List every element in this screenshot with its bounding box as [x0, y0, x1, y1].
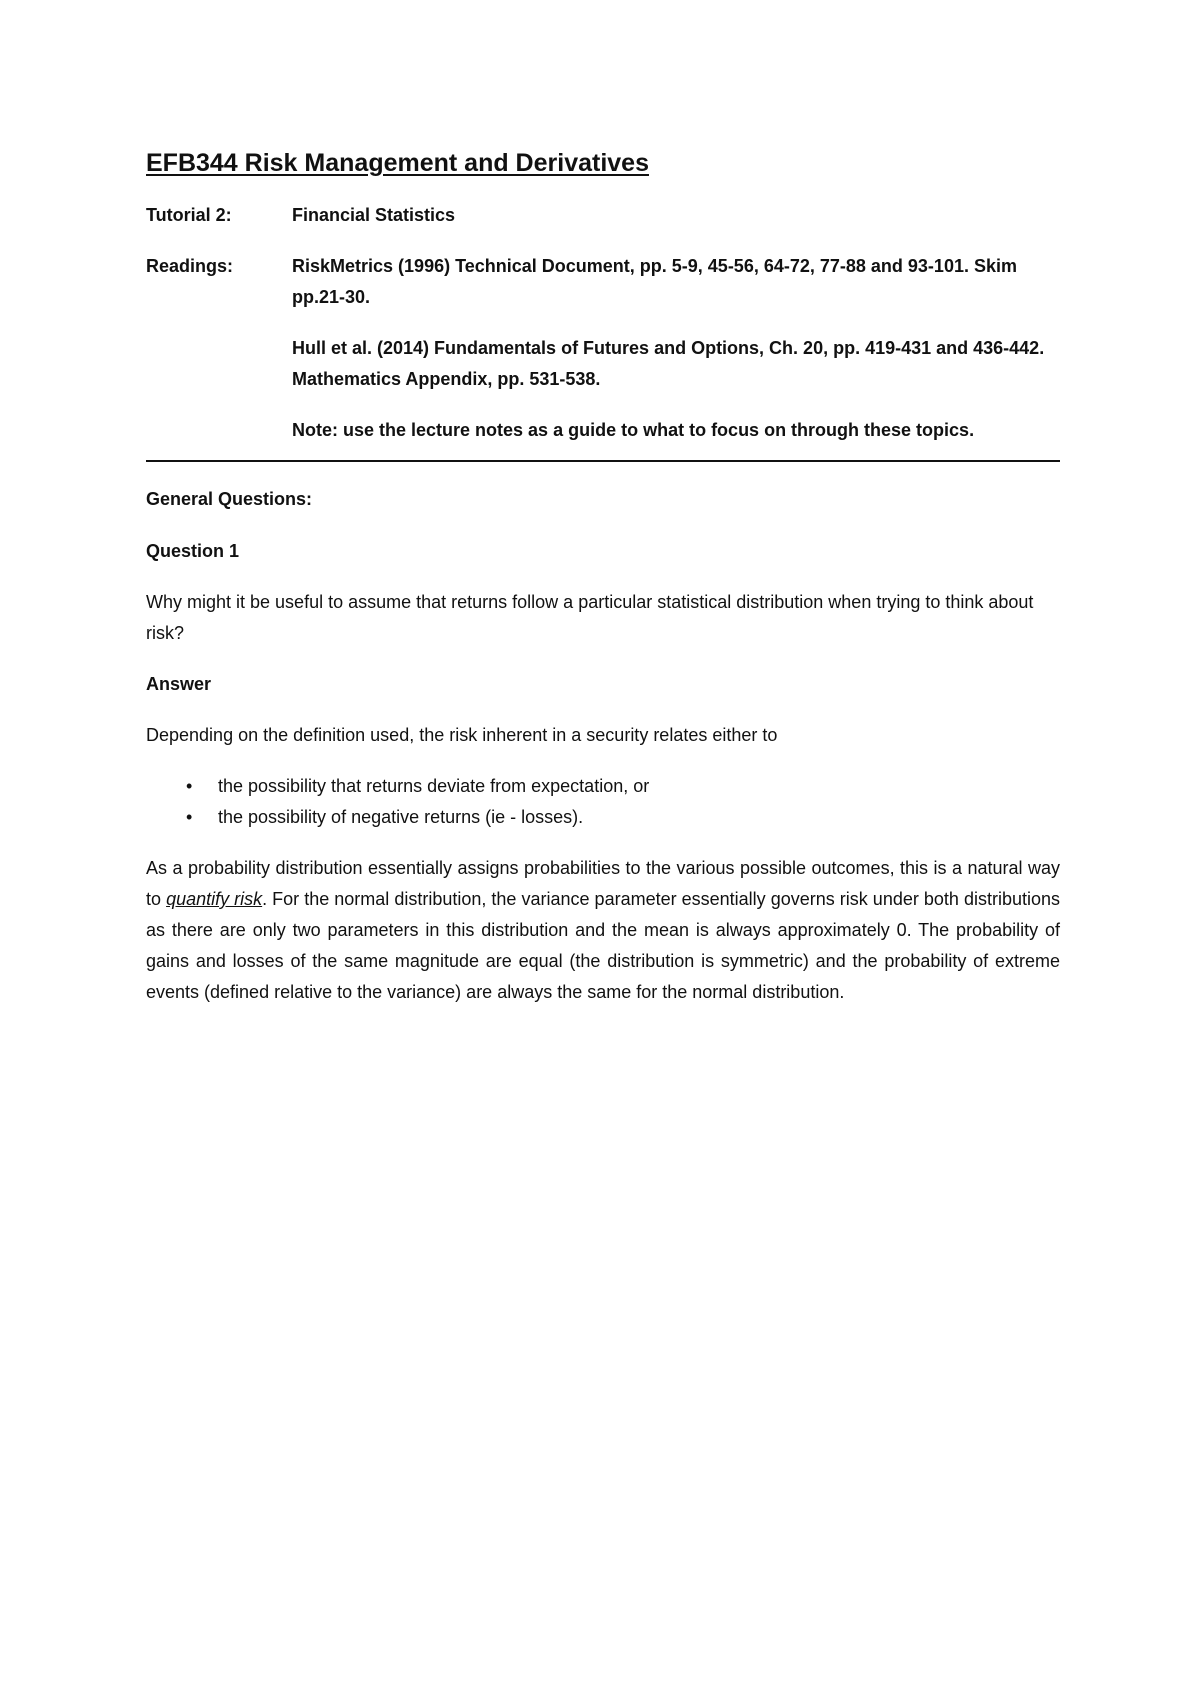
tutorial-label: Tutorial 2: — [146, 205, 232, 225]
answer-bullet-list — [146, 771, 1060, 833]
readings-label: Readings: — [146, 256, 234, 276]
answer-heading: Answer — [146, 674, 212, 694]
readings-row — [146, 251, 1060, 446]
bullet-text: the possibility that returns deviate from expectation, or — [218, 776, 650, 796]
tutorial-value: Financial Statistics — [292, 205, 456, 225]
readings-list — [292, 251, 1060, 446]
bullet-icon: • — [186, 776, 193, 796]
list-item — [146, 771, 1060, 802]
answer-paragraph-end: . For the normal distribution, the variance parameter essentially governs risk under both distributions as there are only two parameters in this distribution and the mean is always approximately 0. The probability of gains and losses of the same magnitude are equal (the distribution is symmetric) and the probability of extreme events (defined relative to the variance) are always the same for the normal distribution. — [146, 889, 1061, 1002]
tutorial-row — [146, 200, 1060, 231]
list-item — [146, 802, 1060, 833]
document-content — [146, 146, 1060, 1008]
document-title: EFB344 Risk Management and Derivatives — [146, 149, 649, 177]
horizontal-divider — [146, 460, 1060, 462]
question-1-text: Why might it be useful to assume that returns follow a particular statistical distribution when trying to think about risk? — [146, 592, 1034, 643]
reading-item: Hull et al. (2014) Fundamentals of Futures and Options, Ch. 20, pp. 419-431 and 436-442. Mathematics Appendix, pp. 531-538. — [292, 338, 1045, 389]
bullet-text: the possibility of negative returns (ie - losses). — [218, 807, 584, 827]
answer-paragraph — [146, 853, 1060, 1008]
bullet-icon: • — [186, 807, 193, 827]
general-questions-heading: General Questions: — [146, 489, 313, 509]
emphasized-term: quantify risk — [166, 889, 263, 909]
question-1-heading: Question 1 — [146, 541, 240, 561]
reading-item: RiskMetrics (1996) Technical Document, pp. 5-9, 45-56, 64-72, 77-88 and 93-101. Skim pp.21-30. — [292, 256, 1017, 307]
reading-note: Note: use the lecture notes as a guide to what to focus on through these topics. — [292, 420, 975, 440]
answer-intro: Depending on the definition used, the risk inherent in a security relates either to — [146, 725, 778, 745]
answer-paragraph-start: As a probability distribution essentially assigns probabilities to the various possible outcomes, this is a natural way to — [146, 858, 1060, 909]
